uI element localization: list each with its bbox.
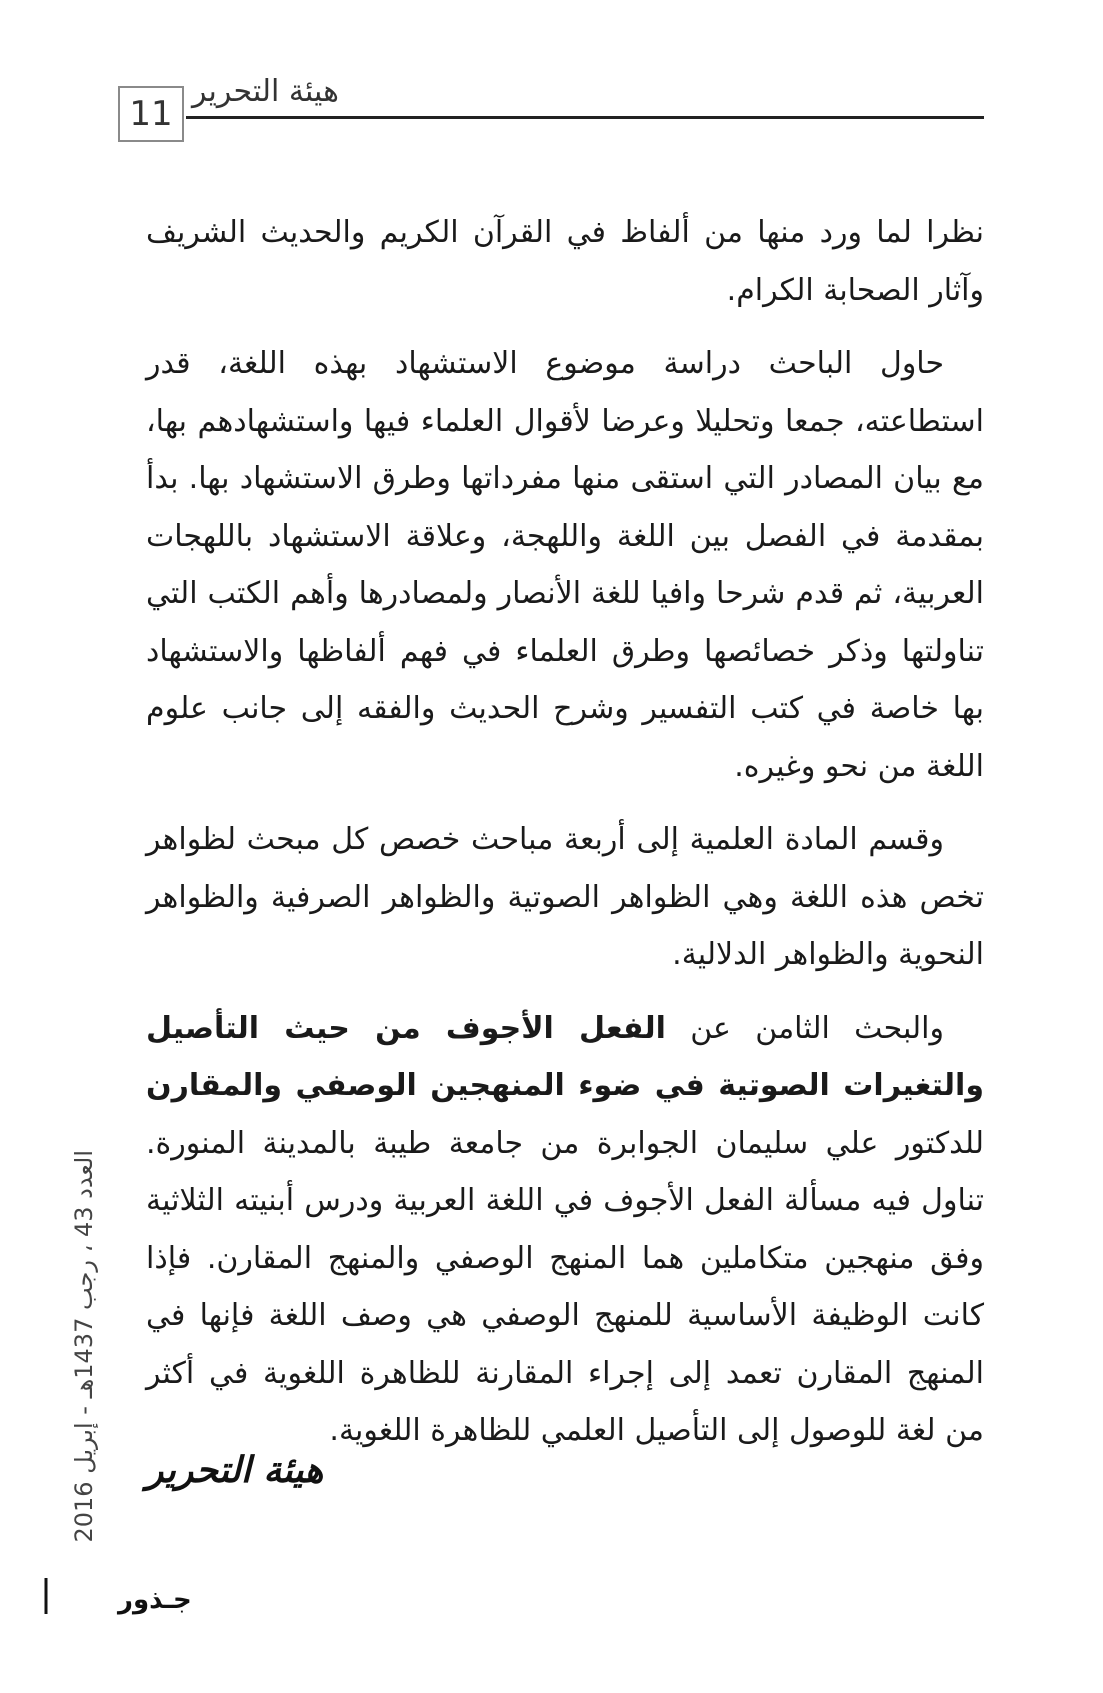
logo-text: جـذور <box>118 1585 192 1615</box>
paragraph-4-intro: والبحث الثامن عن <box>665 1010 944 1046</box>
paragraph-1: نظرا لما ورد منها من ألفاظ في القرآن الكريم والحديث الشريف وآثار الصحابة الكرام. <box>146 215 984 308</box>
page-number <box>118 86 184 142</box>
paragraph-4 <box>146 1000 984 1460</box>
header-rule <box>186 116 984 119</box>
paragraph-4-rest: للدكتور علي سليمان الجوابرة من جامعة طيبة بالمدينة المنورة. تناول فيه مسألة الفعل الأجوف في اللغة العربية ودرس أبنيته الثلاثية وفق منهجين متكاملين هما المنهج الوصفي والمنهج المقارن. فإذا كانت الوظيفة الأساسية للمنهج الوصفي هي وصف اللغة فإنها في المنهج المقارن تعمد إلى إجراء المقارنة للظاهرة اللغوية في أكثر من لغة للوصول إلى التأصيل العلمي للظاهرة اللغوية. <box>146 1125 984 1448</box>
page-number-text: 11 <box>129 94 173 134</box>
journal-logo <box>40 1570 192 1620</box>
signature: هيئة التحرير <box>146 1450 324 1491</box>
research-title: الفعل الأجوف من حيث التأصيل والتغيرات الصوتية في ضوء المنهجين الوصفي والمقارن <box>146 1010 984 1103</box>
paragraph-3: وقسم المادة العلمية إلى أربعة مباحث خصص كل مبحث لظواهر تخص هذه اللغة وهي الظواهر الصوتية والظواهر الصرفية والظواهر النحوية والظواهر الدلالية. <box>146 822 984 972</box>
article-body <box>146 204 984 1476</box>
paragraph-2: حاول الباحث دراسة موضوع الاستشهاد بهذه اللغة، قدر استطاعته، جمعا وتحليلا وعرضا لأقوال العلماء فيها واستشهادهم بها، مع بيان المصادر التي استقى منها مفرداتها وطرق الاستشهاد بها. بدأ بمقدمة في الفصل بين اللغة واللهجة، وعلاقة الاستشهاد باللهجات العربية، ثم قدم شرحا وافيا للغة الأنصار ولمصادرها وأهم الكتب التي تناولتها وذكر خصائصها وطرق العلماء في فهم ألفاظها والاستشهاد بها خاصة في كتب التفسير وشرح الحديث والفقه إلى جانب علوم اللغة من نحو وغيره. <box>146 346 984 784</box>
issue-info: العدد 43 ، رجب 1437هـ - إبريل 2016 <box>70 1150 98 1543</box>
running-header-title: هيئة التحرير <box>192 74 339 109</box>
